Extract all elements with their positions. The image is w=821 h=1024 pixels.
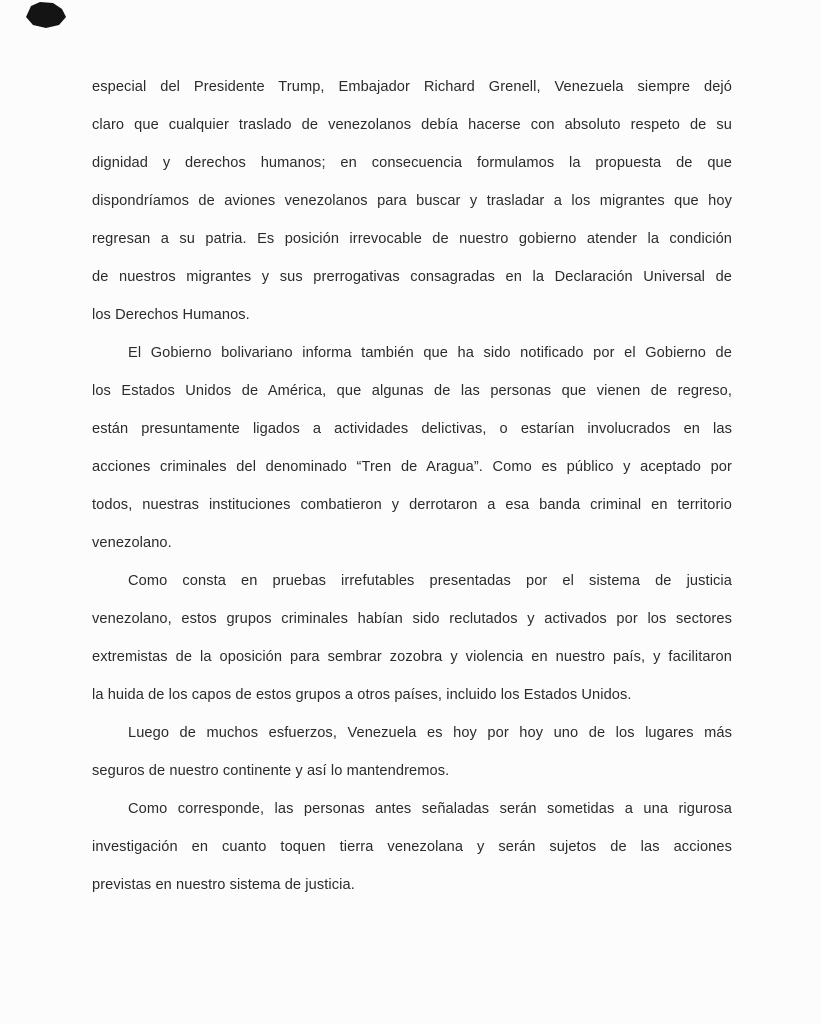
text-line: El Gobierno bolivariano informa también que ha sido notificado por el Gobierno de	[128, 345, 732, 361]
text-line: Como corresponde, las personas antes señaladas serán sometidas a una rigurosa	[128, 801, 732, 817]
paragraph	[92, 714, 732, 790]
text-line: los Derechos Humanos.	[92, 307, 250, 323]
text-line: regresan a su patria. Es posición irrevocable de nuestro gobierno atender la condición	[92, 231, 732, 247]
text-line: especial del Presidente Trump, Embajador Richard Grenell, Venezuela siempre dejó	[92, 79, 732, 95]
paragraph	[92, 562, 732, 714]
text-line: Como consta en pruebas irrefutables presentadas por el sistema de justicia	[128, 573, 732, 589]
scan-mark-artifact	[26, 2, 66, 28]
text-line: dispondríamos de aviones venezolanos para buscar y trasladar a los migrantes que hoy	[92, 193, 732, 209]
text-line: están presuntamente ligados a actividades delictivas, o estarían involucrados en las	[92, 421, 732, 437]
text-line: acciones criminales del denominado “Tren de Aragua”. Como es público y aceptado por	[92, 459, 732, 475]
paragraph	[92, 334, 732, 562]
text-line: venezolano, estos grupos criminales habían sido reclutados y activados por los sectores	[92, 611, 732, 627]
text-line: Luego de muchos esfuerzos, Venezuela es hoy por hoy uno de los lugares más	[128, 725, 732, 741]
ink-blot-shape	[26, 2, 66, 28]
text-line: seguros de nuestro continente y así lo mantendremos.	[92, 763, 450, 779]
text-block	[92, 68, 732, 904]
paragraph	[92, 790, 732, 904]
text-line: los Estados Unidos de América, que algunas de las personas que vienen de regreso,	[92, 383, 732, 399]
text-line: dignidad y derechos humanos; en consecuencia formulamos la propuesta de que	[92, 155, 732, 171]
text-line: investigación en cuanto toquen tierra venezolana y serán sujetos de las acciones	[92, 839, 732, 855]
text-line: venezolano.	[92, 535, 172, 551]
text-line: extremistas de la oposición para sembrar zozobra y violencia en nuestro país, y facilitaron	[92, 649, 732, 665]
text-line: claro que cualquier traslado de venezolanos debía hacerse con absoluto respeto de su	[92, 117, 732, 133]
text-line: previstas en nuestro sistema de justicia.	[92, 877, 355, 893]
paragraph	[92, 68, 732, 334]
text-line: de nuestros migrantes y sus prerrogativas consagradas en la Declaración Universal de	[92, 269, 732, 285]
text-line: la huida de los capos de estos grupos a otros países, incluido los Estados Unidos.	[92, 687, 632, 703]
text-line: todos, nuestras instituciones combatieron y derrotaron a esa banda criminal en territorio	[92, 497, 732, 513]
